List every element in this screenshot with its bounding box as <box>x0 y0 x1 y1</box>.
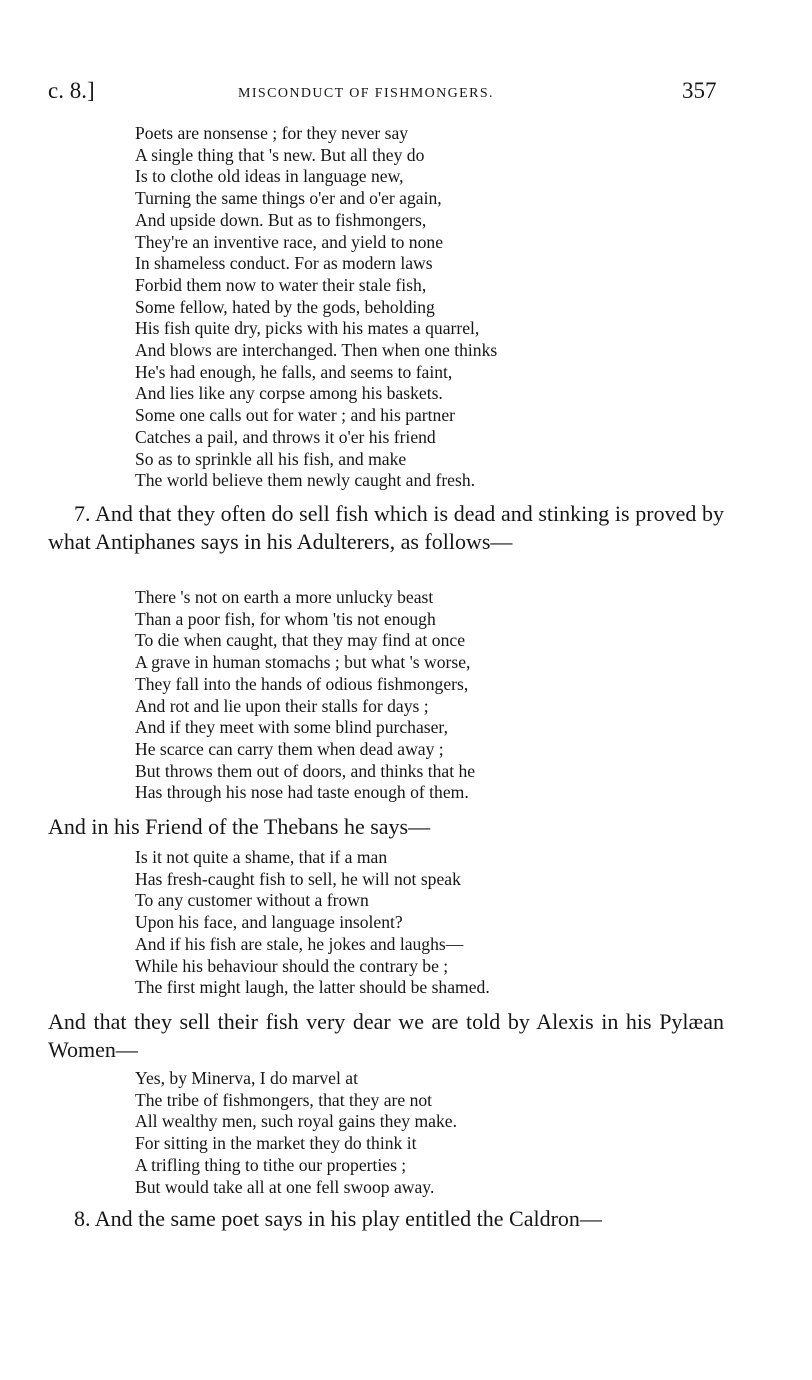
verse-line: Than a poor fish, for whom 'tis not enough <box>135 608 436 629</box>
verse-line: And lies like any corpse among his baskets. <box>135 383 443 404</box>
verse-line: In shameless conduct. For as modern laws <box>135 253 433 274</box>
running-header <box>0 78 812 108</box>
verse-line: And upside down. But as to fishmongers, <box>135 209 427 230</box>
verse-line: Upon his face, and language insolent? <box>135 912 403 933</box>
verse-line: There 's not on earth a more unlucky beast <box>135 587 434 607</box>
verse-line: The first might laugh, the latter should be shamed. <box>135 977 490 998</box>
verse-line: A single thing that 's new. But all they do <box>135 144 425 165</box>
verse-line: For sitting in the market they do think it <box>135 1133 417 1154</box>
verse-line: They fall into the hands of odious fishmongers, <box>135 673 469 694</box>
verse-line: While his behaviour should the contrary be ; <box>135 955 449 976</box>
verse-line: Poets are nonsense ; for they never say <box>135 123 409 143</box>
verse-line: Forbid them now to water their stale fish, <box>135 274 427 295</box>
verse-line: Catches a pail, and throws it o'er his friend <box>135 426 436 447</box>
paragraph-alexis: And that they sell their fish very dear we are told by Alexis in his Pylæan Women— <box>48 1009 724 1062</box>
verse-line: He's had enough, he falls, and seems to faint, <box>135 361 453 382</box>
verse-line: So as to sprinkle all his fish, and make <box>135 448 407 469</box>
paragraph-7: 7. And that they often do sell fish which is dead and stinking is proved by what Antiphanes says in his Adulterers, as follows— <box>48 501 724 554</box>
verse-block-1 <box>135 123 497 492</box>
verse-line: He scarce can carry them when dead away ; <box>135 738 444 759</box>
verse-line: Some one calls out for water ; and his partner <box>135 405 456 426</box>
verse-block-3 <box>135 847 490 999</box>
verse-line: They're an inventive race, and yield to none <box>135 231 444 252</box>
running-title: MISCONDUCT OF FISHMONGERS. <box>238 86 494 101</box>
verse-line: Is to clothe old ideas in language new, <box>135 166 404 187</box>
verse-line: Some fellow, hated by the gods, beholding <box>135 296 435 317</box>
verse-line: A grave in human stomachs ; but what 's worse, <box>135 652 471 673</box>
chapter-reference: c. 8.] <box>48 78 95 103</box>
verse-line: Is it not quite a shame, that if a man <box>135 847 388 867</box>
verse-block-4 <box>135 1068 457 1198</box>
verse-line: Turning the same things o'er and o'er again, <box>135 188 442 209</box>
verse-line: And if they meet with some blind purchaser, <box>135 717 448 738</box>
paragraph-friend-of-thebans: And in his Friend of the Thebans he says— <box>48 814 431 839</box>
verse-line: And if his fish are stale, he jokes and laughs— <box>135 933 464 954</box>
verse-line: The world believe them newly caught and fresh. <box>135 470 476 491</box>
paragraph-8: 8. And the same poet says in his play entitled the Caldron— <box>74 1206 602 1231</box>
verse-line: And blows are interchanged. Then when one thinks <box>135 340 498 361</box>
page-number: 357 <box>682 78 717 103</box>
verse-line: Yes, by Minerva, I do marvel at <box>135 1068 358 1088</box>
verse-line: Has fresh-caught fish to sell, he will not speak <box>135 868 461 889</box>
verse-line: Has through his nose had taste enough of them. <box>135 782 469 803</box>
verse-line: But throws them out of doors, and thinks that he <box>135 760 476 781</box>
verse-line: A trifling thing to tithe our properties ; <box>135 1154 407 1175</box>
verse-line: His fish quite dry, picks with his mates a quarrel, <box>135 318 480 339</box>
verse-line: But would take all at one fell swoop away. <box>135 1176 435 1197</box>
verse-block-2 <box>135 587 475 804</box>
verse-line: The tribe of fishmongers, that they are not <box>135 1089 433 1110</box>
verse-line: To die when caught, that they may find at once <box>135 630 466 651</box>
verse-line: All wealthy men, such royal gains they make. <box>135 1111 457 1132</box>
verse-line: And rot and lie upon their stalls for days ; <box>135 695 429 716</box>
verse-line: To any customer without a frown <box>135 890 369 911</box>
